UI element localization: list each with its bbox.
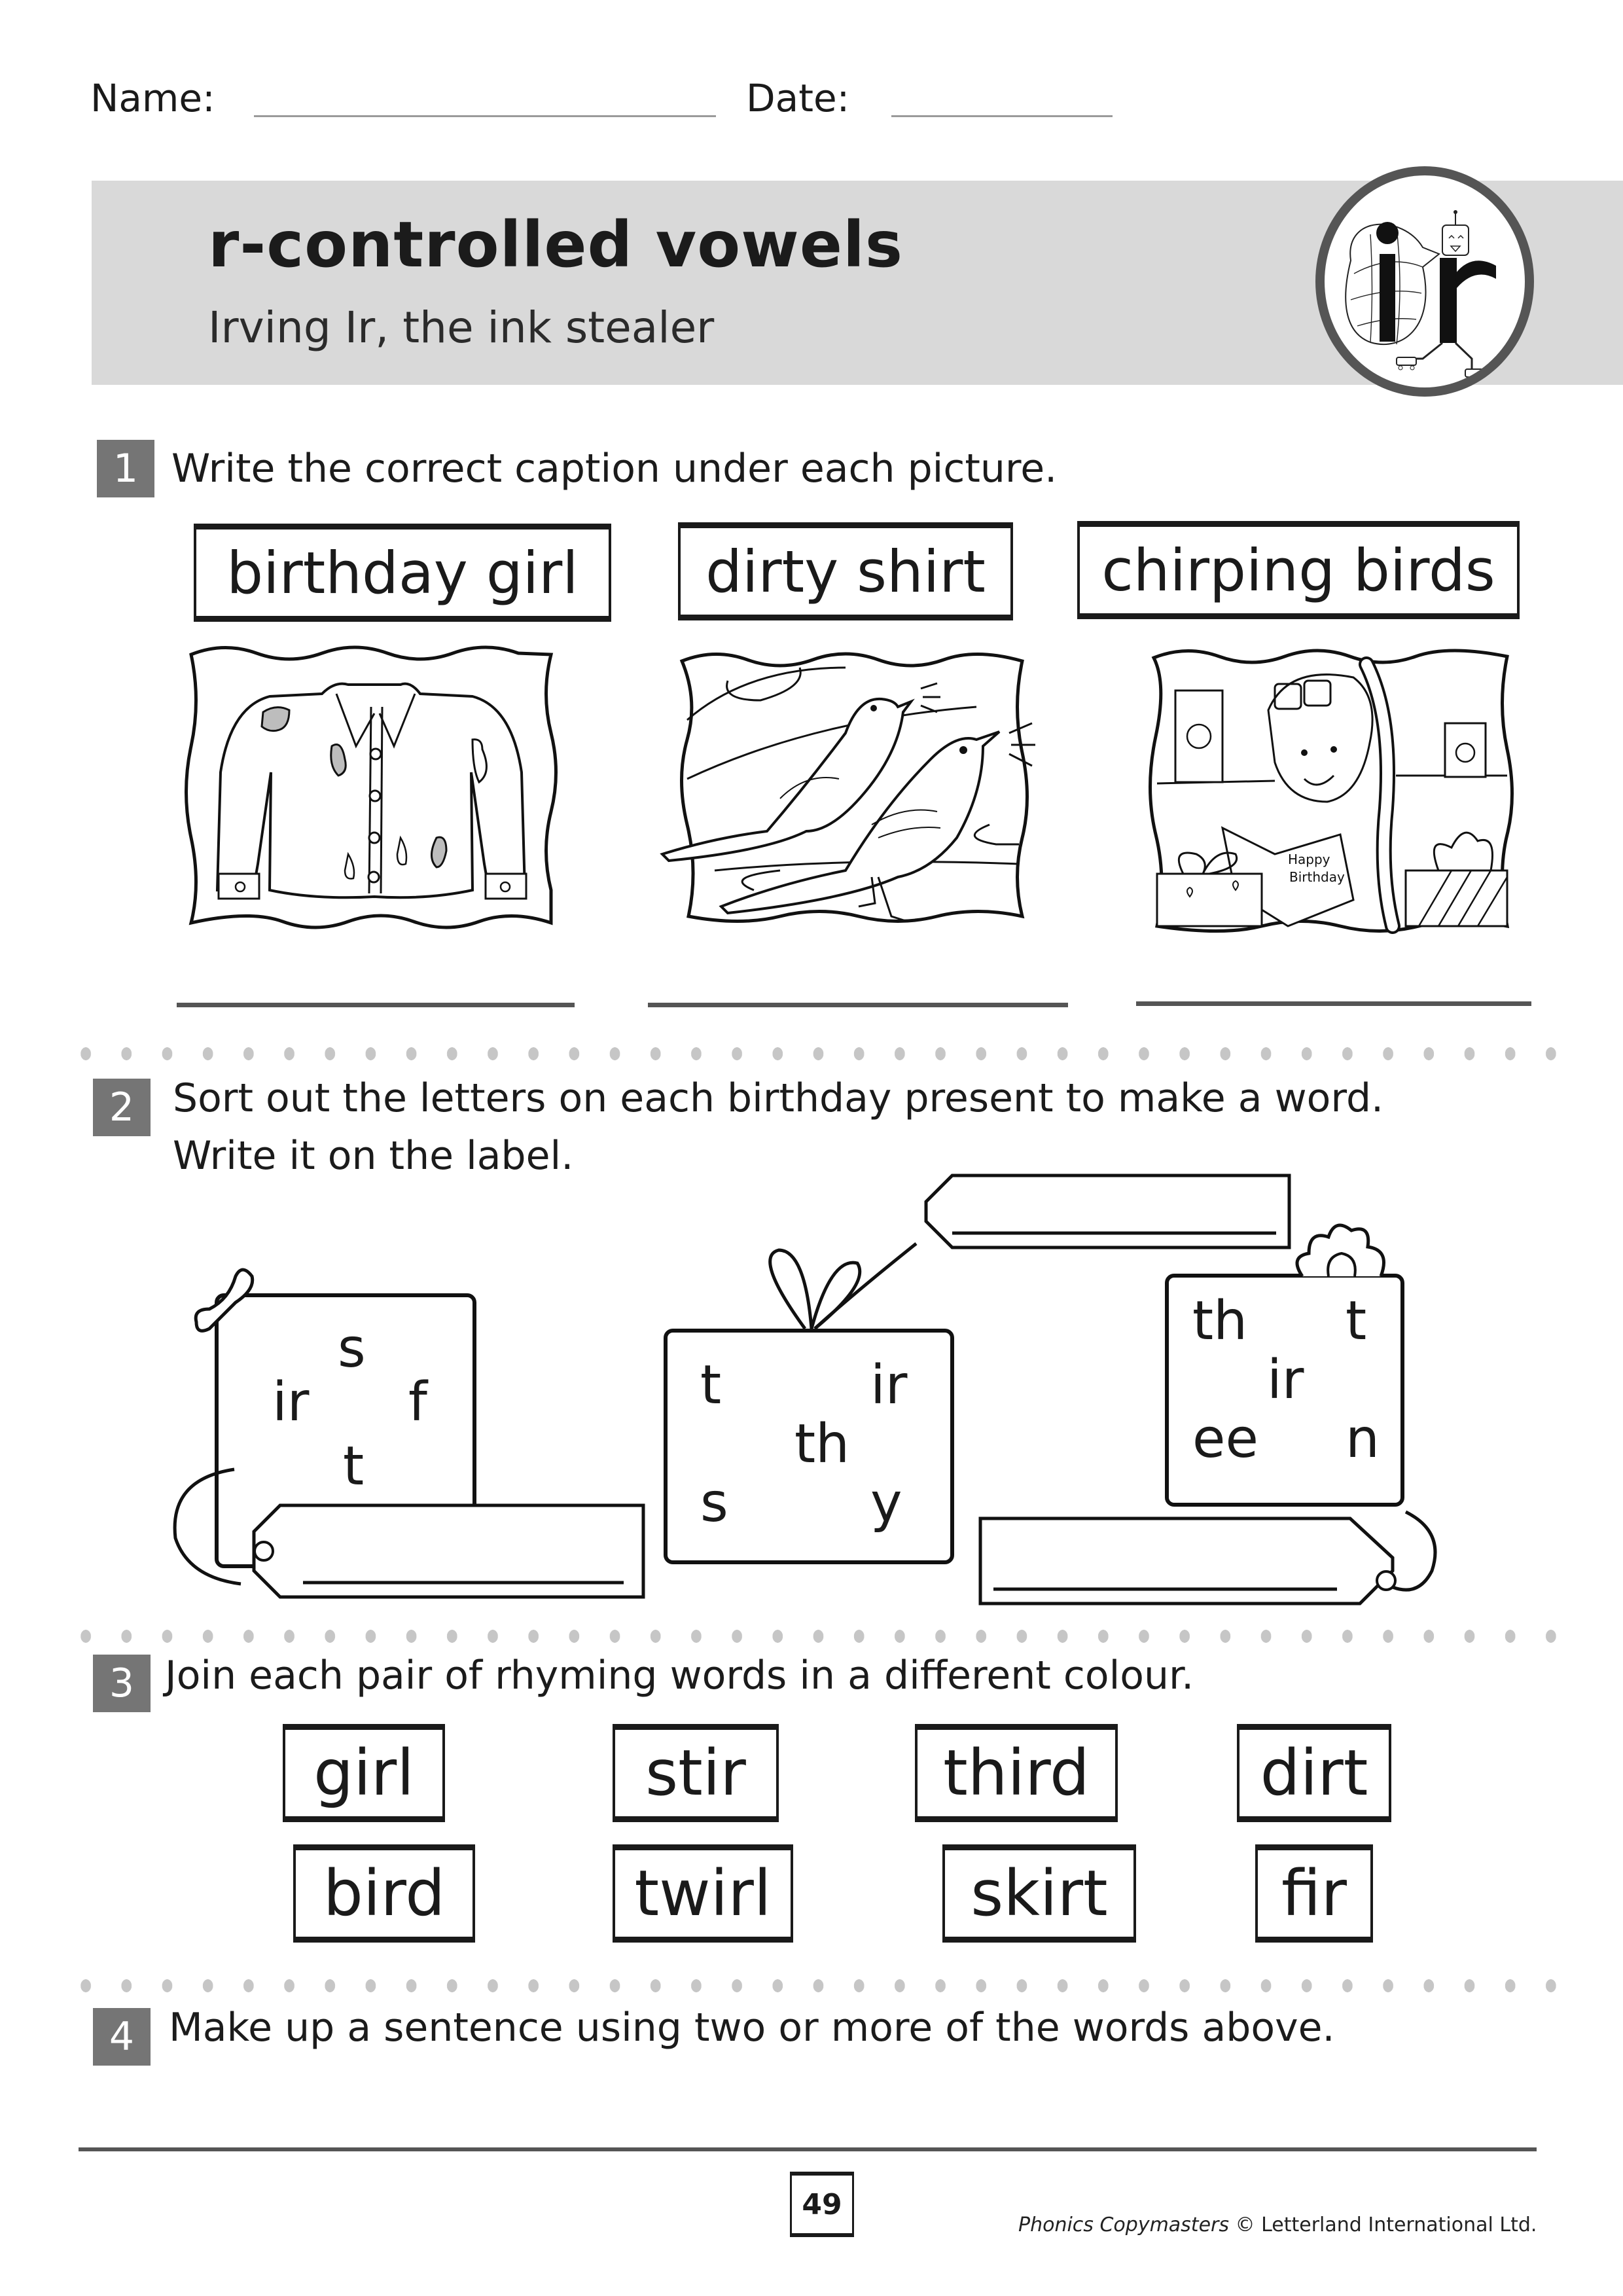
name-label: Name: [90,76,215,120]
picture-chirping-birds [649,641,1055,936]
page-subtitle: Irving Ir, the ink stealer [208,302,715,353]
word-box-fir[interactable]: fir [1255,1844,1373,1943]
question-2-instruction-line1: Sort out the letters on each birthday present to make a word. [173,1075,1384,1121]
card-happy-text: Happy [1288,852,1330,867]
present-3-letter-bottom-right: n [1346,1408,1380,1470]
present-3-letter-top-left: th [1192,1290,1248,1352]
page-title: r-controlled vowels [208,208,904,281]
birthday-girl-icon [1144,638,1517,939]
bow-icon [190,1263,262,1355]
card-birthday-text: Birthday [1289,869,1345,885]
chirping-birds-icon [649,641,1055,936]
question-number-1: 1 [97,440,154,497]
word-box-third[interactable]: third [915,1724,1118,1822]
date-input-line[interactable] [891,115,1113,117]
question-number-2: 2 [93,1079,151,1136]
gift-tag-1 [162,1466,647,1617]
present-2-letter-center: th [794,1413,850,1475]
gift-tag-2 [903,1169,1296,1261]
section-divider [65,1628,1571,1644]
name-input-line[interactable] [254,115,716,117]
present-3 [1165,1274,1404,1507]
flower-bow-icon [1289,1217,1400,1283]
section-divider [65,1978,1571,1994]
copyright-owner: © Letterland International Ltd. [1229,2214,1537,2236]
dirty-shirt-icon [185,641,564,936]
question-4-instruction: Make up a sentence using two or more of the words above. [169,2005,1335,2051]
caption-box-chirping-birds: chirping birds [1077,521,1520,619]
present-2-letter-top-right: ir [870,1354,908,1416]
date-label: Date: [746,76,850,120]
question-3-instruction: Join each pair of rhyming words in a different colour. [165,1653,1194,1698]
word-box-skirt[interactable]: skirt [942,1844,1136,1943]
question-number-3: 3 [93,1655,151,1712]
present-3-letter-bottom-left: ee [1192,1408,1258,1470]
present-1-letter-right: f [408,1371,427,1433]
present-2 [664,1329,954,1564]
word-box-bird[interactable]: bird [293,1844,475,1943]
present-2-letter-top-left: t [700,1354,722,1416]
question-number-4: 4 [93,2008,151,2066]
answer-line-3[interactable] [1136,1001,1531,1006]
picture-birthday-girl [1144,638,1517,939]
letterland-ir-logo [1315,166,1534,397]
picture-dirty-shirt [185,641,564,936]
word-box-twirl[interactable]: twirl [613,1844,793,1943]
answer-line-2[interactable] [648,1003,1068,1007]
present-1-letter-top: s [338,1318,366,1380]
present-3-letter-top-right: t [1346,1290,1367,1352]
word-box-girl[interactable]: girl [283,1724,445,1822]
copyright-notice [1018,2214,1537,2236]
caption-box-dirty-shirt: dirty shirt [678,522,1013,620]
present-3-letter-center: ir [1267,1349,1304,1411]
question-2-instruction-line2: Write it on the label. [173,1133,574,1179]
answer-line-1[interactable] [177,1003,575,1007]
copyright-series-title: Phonics Copymasters [1018,2214,1229,2236]
present-2-letter-bottom-left: s [700,1472,728,1534]
word-box-stir[interactable]: stir [613,1724,779,1822]
gift-tag-3 [974,1505,1458,1610]
present-1-letter-bottom: t [343,1435,365,1498]
section-divider [65,1046,1571,1062]
irving-ir-robot-icon [1325,175,1525,387]
caption-box-birthday-girl: birthday girl [194,524,611,622]
page-number: 49 [790,2172,854,2237]
question-1-instruction: Write the correct caption under each picture. [171,446,1058,492]
word-box-dirt[interactable]: dirt [1237,1724,1391,1822]
present-1-letter-left: ir [272,1371,310,1433]
footer-rule [79,2147,1537,2151]
present-2-letter-bottom-right: y [870,1472,902,1534]
